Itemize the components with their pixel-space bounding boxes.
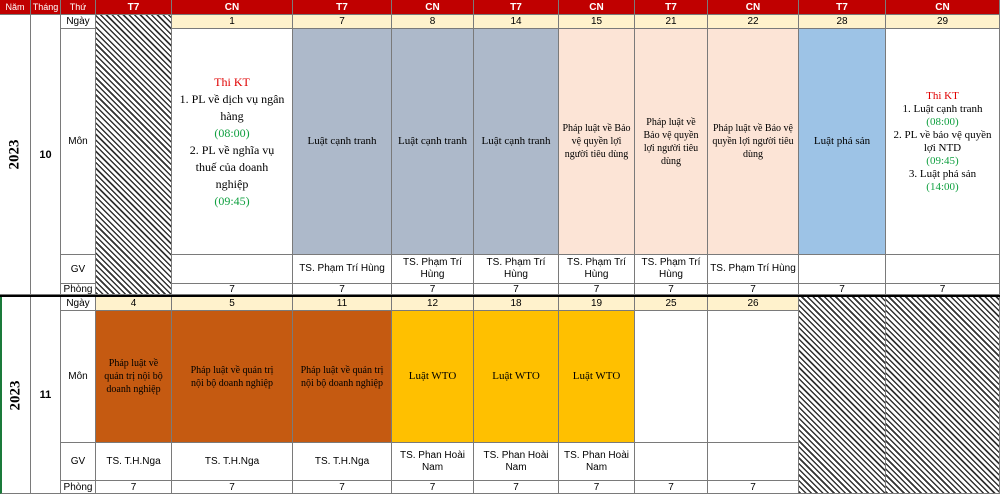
teacher-cell-oct-29 [886,255,1000,284]
subject-cell-oct-22: Pháp luật về Bảo vệ quyền lợi người tiêu dùng [708,29,799,255]
subject-cell-oct-14: Luật cạnh tranh [474,29,559,255]
month-cell-november: 11 [31,297,61,494]
subject-cell-nov-26 [708,311,799,443]
weekday-col-7: T7 [635,0,708,15]
exam-time: (09:45) [214,193,250,208]
exam-title: Thi KT [214,74,250,89]
room-cell-nov-25: 7 [635,481,708,494]
room-cell-nov-4: 7 [96,481,172,494]
room-cell-oct-8: 7 [392,284,474,295]
teacher-cell-oct-1 [172,255,293,284]
teacher-cell-nov-12: TS. Phan Hoài Nam [392,443,474,481]
weekday-col-3: T7 [293,0,392,15]
weekday-col-4: CN [392,0,474,15]
row-label-teacher: GV [61,443,96,481]
exam-item: 2. PL về nghĩa vụ thuế của doanh nghiệp [189,142,275,191]
exam-cell-oct-1 [172,29,293,255]
row-label-subject: Môn [61,311,96,443]
row-label-day: Ngày [61,15,96,29]
exam-item: 1. Luật cạnh tranh [902,102,983,115]
no-class-cell [886,297,1000,494]
subject-cell-oct-7: Luật cạnh tranh [293,29,392,255]
month-cell-october: 10 [31,15,61,295]
teacher-cell-nov-4: TS. T.H.Nga [96,443,172,481]
day-cell-4: 4 [96,297,172,311]
room-cell-nov-11: 7 [293,481,392,494]
teacher-cell-oct-15: TS. Phạm Trí Hùng [559,255,635,284]
subject-cell-nov-5: Pháp luật về quản trị nội bộ doanh nghiệp [172,311,293,443]
subject-cell-nov-4: Pháp luật về quản trị nội bộ doanh nghiệp [96,311,172,443]
row-label-room: Phòng [61,284,96,295]
teacher-cell-oct-28 [799,255,886,284]
subject-cell-oct-15: Pháp luật về Bảo vệ quyền lợi người tiêu dùng [559,29,635,255]
room-cell-nov-18: 7 [474,481,559,494]
teacher-cell-nov-11: TS. T.H.Nga [293,443,392,481]
exam-time: (14:00) [926,180,959,193]
day-cell-12: 12 [392,297,474,311]
day-cell-8: 8 [392,15,474,29]
room-cell-oct-22: 7 [708,284,799,295]
teacher-cell-nov-19: TS. Phan Hoài Nam [559,443,635,481]
room-cell-oct-15: 7 [559,284,635,295]
subject-cell-nov-18: Luật WTO [474,311,559,443]
subject-cell-nov-19: Luật WTO [559,311,635,443]
teacher-cell-nov-18: TS. Phan Hoài Nam [474,443,559,481]
exam-cell-oct-29 [886,29,1000,255]
row-label-subject: Môn [61,29,96,255]
weekday-col-2: CN [172,0,293,15]
exam-item: 2. PL về bảo vệ quyền lợi NTD [893,128,992,154]
day-cell-18: 18 [474,297,559,311]
exam-time: (08:00) [214,125,250,140]
room-cell-nov-12: 7 [392,481,474,494]
day-cell-19: 19 [559,297,635,311]
no-class-cell [799,297,886,494]
weekday-col-8: CN [708,0,799,15]
day-cell-11: 11 [293,297,392,311]
subject-cell-oct-28: Luật phá sản [799,29,886,255]
room-cell-oct-14: 7 [474,284,559,295]
day-cell-25: 25 [635,297,708,311]
room-cell-oct-29: 7 [886,284,1000,295]
exam-item: 1. PL về dịch vụ ngân hàng [179,91,285,123]
year-cell-november: 2023 [0,297,31,494]
day-cell-5: 5 [172,297,293,311]
year-cell-october: 2023 [0,15,31,295]
room-cell-oct-28: 7 [799,284,886,295]
no-class-cell [96,15,172,295]
subject-cell-oct-21: Pháp luật về Bảo vệ quyền lợi người tiêu dùng [635,29,708,255]
teacher-cell-oct-7: TS. Phạm Trí Hùng [293,255,392,284]
day-cell-15: 15 [559,15,635,29]
weekday-col-5: T7 [474,0,559,15]
day-cell-7: 7 [293,15,392,29]
teacher-cell-oct-14: TS. Phạm Trí Hùng [474,255,559,284]
header-weekday: Thứ [61,0,96,15]
teacher-cell-nov-26 [708,443,799,481]
room-cell-oct-21: 7 [635,284,708,295]
teacher-cell-nov-5: TS. T.H.Nga [172,443,293,481]
day-cell-21: 21 [635,15,708,29]
subject-cell-nov-12: Luật WTO [392,311,474,443]
teacher-cell-oct-22: TS. Phạm Trí Hùng [708,255,799,284]
weekday-col-10: CN [886,0,1000,15]
row-label-room: Phòng [61,481,96,494]
room-cell-oct-1: 7 [172,284,293,295]
day-cell-28: 28 [799,15,886,29]
weekday-col-1: T7 [96,0,172,15]
day-cell-14: 14 [474,15,559,29]
teacher-cell-oct-8: TS. Phạm Trí Hùng [392,255,474,284]
exam-time: (08:00) [926,115,959,128]
header-year: Năm [0,0,31,15]
subject-cell-nov-11: Pháp luật về quản trị nội bộ doanh nghiệp [293,311,392,443]
room-cell-nov-26: 7 [708,481,799,494]
subject-cell-nov-25 [635,311,708,443]
room-cell-nov-5: 7 [172,481,293,494]
day-cell-29: 29 [886,15,1000,29]
day-cell-26: 26 [708,297,799,311]
exam-time: (09:45) [926,154,959,167]
header-month: Tháng [31,0,61,15]
row-label-day: Ngày [61,297,96,311]
teacher-cell-oct-21: TS. Phạm Trí Hùng [635,255,708,284]
exam-item: 3. Luật phá sản [908,167,977,180]
weekday-col-6: CN [559,0,635,15]
room-cell-oct-7: 7 [293,284,392,295]
row-label-teacher: GV [61,255,96,284]
weekday-col-9: T7 [799,0,886,15]
day-cell-22: 22 [708,15,799,29]
day-cell-1: 1 [172,15,293,29]
subject-cell-oct-8: Luật cạnh tranh [392,29,474,255]
teacher-cell-nov-25 [635,443,708,481]
room-cell-nov-19: 7 [559,481,635,494]
exam-title: Thi KT [926,89,959,102]
